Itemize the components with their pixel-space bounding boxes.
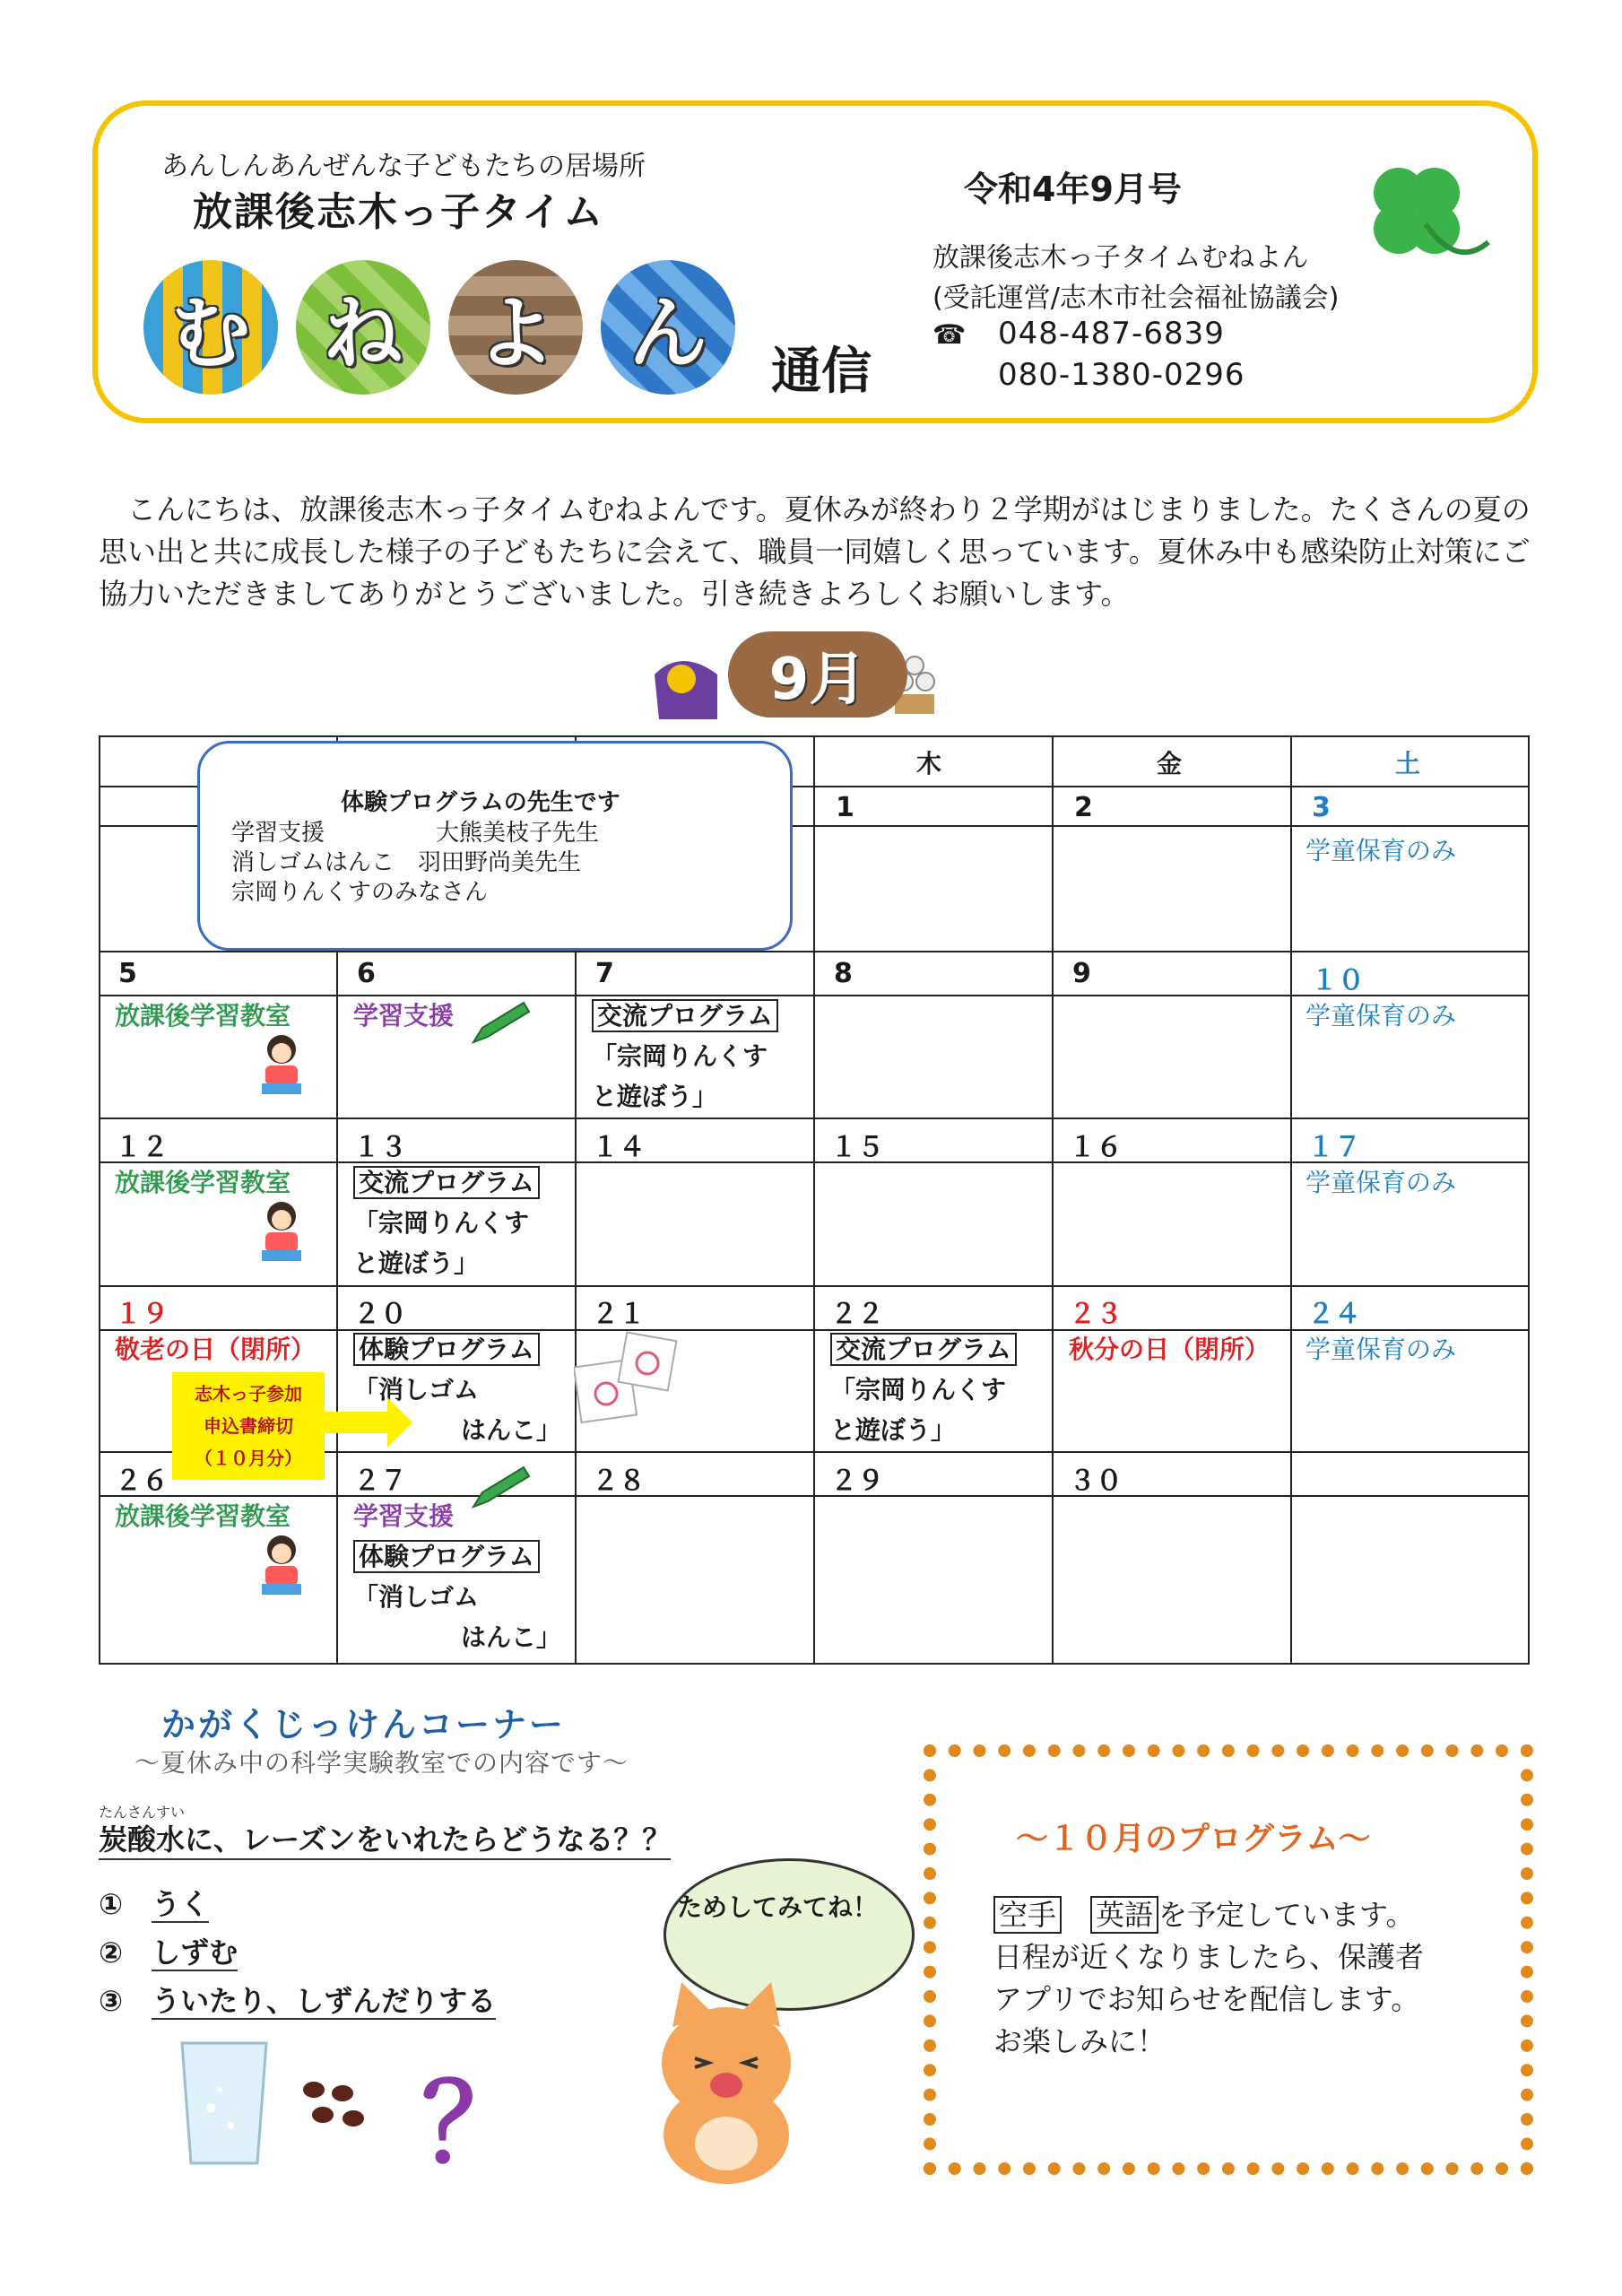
- raisins-icon: [296, 2072, 377, 2135]
- event-27-support: 学習支援: [353, 1501, 455, 1531]
- popup-title: 体験プログラムの先生です: [341, 789, 620, 816]
- glass-icon: [175, 2036, 273, 2170]
- october-body: [993, 1894, 1496, 2063]
- answer-1: [99, 1882, 209, 1923]
- popup-line-3: 宗岡りんくすのみなさん: [231, 879, 489, 906]
- question-mark: ？: [421, 2062, 529, 2187]
- title-char-3: よ: [448, 260, 583, 395]
- event-27-experience: [353, 1536, 540, 1577]
- date-9: 9: [1072, 958, 1091, 989]
- title-char-4: ん: [601, 260, 735, 395]
- date-30: ３０: [1069, 1465, 1123, 1497]
- event-26-study: 放課後学習教室: [115, 1501, 291, 1531]
- date-15: １５: [830, 1132, 884, 1163]
- event-7-exchange: [592, 996, 778, 1036]
- answer-2-text: しずむ: [152, 1935, 239, 1970]
- weekday-thu: 木: [916, 749, 942, 778]
- october-item-english: 英語: [1090, 1896, 1158, 1934]
- studying-child-icon: [256, 1532, 307, 1600]
- event-22-exchange: [830, 1329, 1017, 1370]
- clover-icon: [1345, 152, 1497, 278]
- event-20-experience: [353, 1329, 540, 1370]
- month-label: 9月: [728, 631, 907, 718]
- deadline-arrow-icon: [325, 1396, 414, 1449]
- october-line-2: 日程が近くなりましたら、保護者: [993, 1940, 1425, 1974]
- date-2: 2: [1074, 792, 1093, 823]
- date-6: 6: [357, 958, 376, 989]
- issue-label: 令和4年9月号: [964, 170, 1182, 209]
- intro-paragraph: こんにちは、放課後志木っ子タイムむねよんです。夏休みが終わり２学期がはじまりました。たくさんの夏の思い出と共に成長した様子の子どもたちに会えて、職員一同嬉しく思っています。夏休み中も感染防止対策にご協力いただきましてありがとうございました。引き続きよろしくお願いします。: [99, 492, 1531, 611]
- weekday-fri: 金: [1157, 749, 1183, 778]
- date-5: 5: [118, 958, 137, 989]
- title-char-1: む: [143, 260, 278, 395]
- event-22-box-label: 交流プログラム: [830, 1333, 1017, 1366]
- event-27-line-2: はんこ」: [461, 1622, 562, 1652]
- weekday-sat: 土: [1395, 749, 1421, 778]
- title-char-2: ね: [296, 260, 430, 395]
- speech-text: ためしてみてね！: [677, 1892, 879, 1922]
- october-title: ～１０月のプログラム～: [1016, 1821, 1371, 1857]
- october-item-karate: 空手: [993, 1896, 1062, 1934]
- event-20-box-label: 体験プログラム: [353, 1333, 540, 1366]
- date-24: ２４: [1307, 1299, 1361, 1330]
- cat-illustration-icon: [628, 1973, 825, 2188]
- date-7: 7: [595, 958, 614, 989]
- event-23-holiday: 秋分の日（閉所）: [1069, 1335, 1271, 1364]
- date-17: １７: [1307, 1132, 1361, 1163]
- studying-child-icon: [256, 1198, 307, 1266]
- date-29: ２９: [830, 1465, 884, 1497]
- event-10-gakudo: 学童保育のみ: [1305, 1001, 1457, 1031]
- org-name: 放課後志木っ子タイムむねよん: [932, 242, 1309, 274]
- question-furigana: たんさんすい: [99, 1804, 186, 1821]
- date-16: １６: [1069, 1132, 1123, 1163]
- popup-line-1-label: 学習支援: [231, 820, 325, 847]
- event-7-box-label: 交流プログラム: [592, 999, 778, 1032]
- deadline-line-3: （１０月分）: [195, 1448, 302, 1469]
- popup-line-2: 消しゴムはんこ 羽田野尚美先生: [231, 849, 582, 876]
- event-13-box-label: 交流プログラム: [353, 1166, 540, 1199]
- date-1: 1: [836, 792, 854, 823]
- rabbit-stamp-icon: [574, 1331, 681, 1430]
- event-7-line-2: と遊ぼう」: [592, 1082, 718, 1111]
- event-22-line-2: と遊ぼう」: [830, 1415, 957, 1445]
- answer-2-num: ②: [99, 1935, 124, 1970]
- date-13: １３: [353, 1132, 407, 1163]
- october-line-4: お楽しみに！: [993, 2024, 1167, 2058]
- answer-1-num: ①: [99, 1887, 124, 1921]
- popup-line-1-name: 大熊美枝子先生: [436, 820, 600, 847]
- event-24-gakudo: 学童保育のみ: [1305, 1335, 1457, 1364]
- event-22-line-1: 「宗岡りんくす: [830, 1375, 1007, 1405]
- date-10: １０: [1311, 965, 1365, 996]
- date-27: ２７: [353, 1465, 407, 1497]
- event-6-support: 学習支援: [353, 1001, 455, 1031]
- event-20-line-1: 「消しゴム: [353, 1375, 480, 1405]
- october-line-3: アプリでお知らせを配信します。: [993, 1982, 1420, 2016]
- event-19-holiday: 敬老の日（閉所）: [115, 1335, 317, 1364]
- date-28: ２８: [592, 1465, 646, 1497]
- event-12-study: 放課後学習教室: [115, 1168, 291, 1197]
- event-13-exchange: [353, 1162, 540, 1203]
- phone-number-1: 048-487-6839: [998, 316, 1225, 352]
- october-line-1: を予定しています。: [1158, 1898, 1415, 1932]
- date-21: ２１: [592, 1299, 646, 1330]
- date-22: ２２: [830, 1299, 884, 1330]
- answer-3: [99, 1979, 496, 2020]
- event-20-line-2: はんこ」: [461, 1415, 562, 1445]
- date-8: 8: [834, 958, 853, 989]
- event-3-gakudo: 学童保育のみ: [1305, 836, 1457, 865]
- pencil-icon: [470, 1465, 533, 1510]
- answer-3-num: ③: [99, 1984, 124, 2018]
- event-13-line-1: 「宗岡りんくす: [353, 1208, 530, 1238]
- date-14: １４: [592, 1132, 646, 1163]
- program-name: 放課後志木っ子タイム: [193, 189, 605, 235]
- phone-number-2: 080-1380-0296: [998, 357, 1245, 393]
- studying-child-icon: [256, 1031, 307, 1100]
- event-17-gakudo: 学童保育のみ: [1305, 1168, 1457, 1197]
- date-20: ２０: [353, 1299, 407, 1330]
- event-13-line-2: と遊ぼう」: [353, 1248, 480, 1278]
- date-3: 3: [1312, 792, 1331, 823]
- date-19: １９: [115, 1299, 169, 1330]
- event-7-line-1: 「宗岡りんくす: [592, 1041, 768, 1071]
- answer-3-text: ういたり、しずんだりする: [152, 1984, 497, 2018]
- event-27-box-label: 体験プログラム: [353, 1540, 540, 1573]
- tagline: あんしんあんぜんな子どもたちの居場所: [161, 151, 646, 182]
- science-subtitle: ～夏休み中の科学実験教室での内容です～: [134, 1748, 629, 1778]
- event-5-study: 放課後学習教室: [115, 1001, 291, 1031]
- date-23: ２３: [1069, 1299, 1123, 1330]
- answer-2: [99, 1930, 238, 1971]
- deadline-line-2: 申込書締切: [204, 1415, 293, 1437]
- title-suffix: 通信: [771, 343, 872, 401]
- date-12: １２: [115, 1132, 169, 1163]
- event-27-line-1: 「消しゴム: [353, 1582, 480, 1612]
- org-note: (受託運営/志木市社会福祉協議会): [932, 283, 1340, 314]
- answer-1-text: うく: [152, 1887, 210, 1921]
- date-26: ２６: [115, 1465, 169, 1497]
- pencil-icon: [470, 1001, 533, 1046]
- deadline-note: [172, 1372, 325, 1480]
- deadline-line-1: 志木っ子参加: [195, 1383, 302, 1405]
- science-title: かがくじっけんコーナー: [161, 1705, 567, 1744]
- science-question: 炭酸水に、レーズンをいれたらどうなる？？: [99, 1817, 671, 1860]
- phone-icon: ☎: [932, 319, 967, 351]
